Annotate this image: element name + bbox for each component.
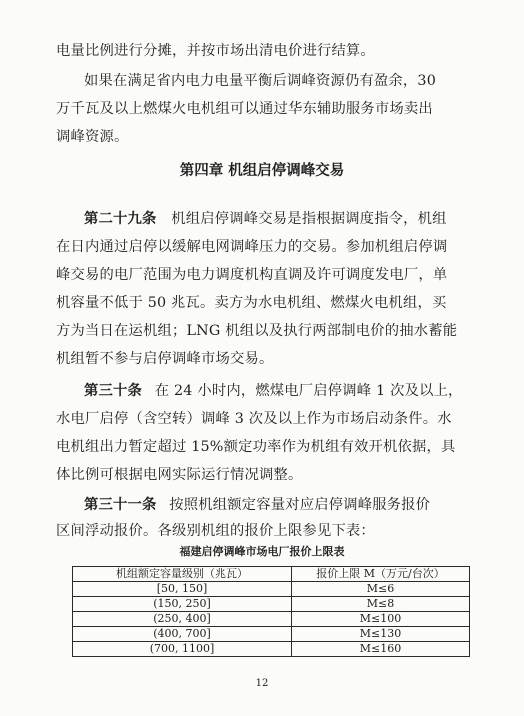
table-row xyxy=(73,597,470,612)
price-cap-cell: M≤100 xyxy=(292,612,470,627)
price-cap-cell: M≤160 xyxy=(292,642,470,657)
article-30-line: 电机组出力暂定超过 15%额定功率作为机组有效开机依据，具 xyxy=(56,439,456,455)
table-row xyxy=(73,612,470,627)
table-header-row xyxy=(73,567,470,582)
capacity-cell: [50, 150] xyxy=(73,582,292,597)
column-header-price-cap: 报价上限 M（万元/台次） xyxy=(292,567,470,582)
article-30-text: 在 24 小时内，燃煤电厂启停调峰 1 次及以上， xyxy=(154,383,463,399)
article-29-line: 机容量不低于 50 兆瓦。卖方为水电机组、燃煤火电机组，买 xyxy=(56,295,447,311)
body-line: 调峰资源。 xyxy=(56,129,129,145)
price-cap-cell: M≤6 xyxy=(292,582,470,597)
body-line: 如果在满足省内电力电量平衡后调峰资源仍有盈余，30 xyxy=(84,73,437,89)
article-29-line: 方为当日在运机组；LNG 机组以及执行两部制电价的抽水蓄能 xyxy=(56,323,458,339)
chapter-title: 第四章 机组启停调峰交易 xyxy=(179,162,345,179)
page-number: 12 xyxy=(255,678,269,689)
article-31-label: 第三十一条 xyxy=(84,497,157,513)
article-30-label: 第三十条 xyxy=(84,383,142,399)
article-31-line: 区间浮动报价。各级别机组的报价上限参见下表： xyxy=(56,523,375,539)
capacity-cell: (400, 700] xyxy=(73,627,292,642)
body-line: 电量比例进行分摊，并按市场出清电价进行结算。 xyxy=(56,43,375,59)
table-row xyxy=(73,582,470,597)
capacity-cell: (700, 1100] xyxy=(73,642,292,657)
article-29-line: 在日内通过启停以缓解电网调峰压力的交易。参加机组启停调 xyxy=(56,239,448,255)
table-row xyxy=(73,642,470,657)
price-cap-cell: M≤130 xyxy=(292,627,470,642)
article-29-label: 第二十九条 xyxy=(84,211,157,227)
table-row xyxy=(73,627,470,642)
article-31-first-line xyxy=(84,496,476,514)
article-30-first-line xyxy=(84,382,476,400)
column-header-capacity: 机组额定容量级别（兆瓦） xyxy=(73,567,292,582)
article-29-line: 峰交易的电厂范围为电力调度机构直调及许可调度发电厂，单 xyxy=(56,267,448,283)
article-30-line: 体比例可根据电网实际运行情况调整。 xyxy=(56,467,303,483)
capacity-cell: (250, 400] xyxy=(73,612,292,627)
body-line: 万千瓦及以上燃煤火电机组可以通过华东辅助服务市场卖出 xyxy=(56,101,433,117)
article-29-first-line xyxy=(84,210,476,228)
article-30-line: 水电厂启停（含空转）调峰 3 次及以上作为市场启动条件。水 xyxy=(56,411,452,427)
price-cap-cell: M≤8 xyxy=(292,597,470,612)
table-title: 福建启停调峰市场电厂报价上限表 xyxy=(179,545,345,558)
article-29-line: 机组暂不参与启停调峰市场交易。 xyxy=(56,351,274,367)
capacity-cell: (150, 250] xyxy=(73,597,292,612)
price-cap-table xyxy=(72,566,470,657)
article-31-text: 按照机组额定容量对应启停调峰服务报价 xyxy=(169,497,431,513)
article-29-text: 机组启停调峰交易是指根据调度指令，机组 xyxy=(171,211,447,227)
